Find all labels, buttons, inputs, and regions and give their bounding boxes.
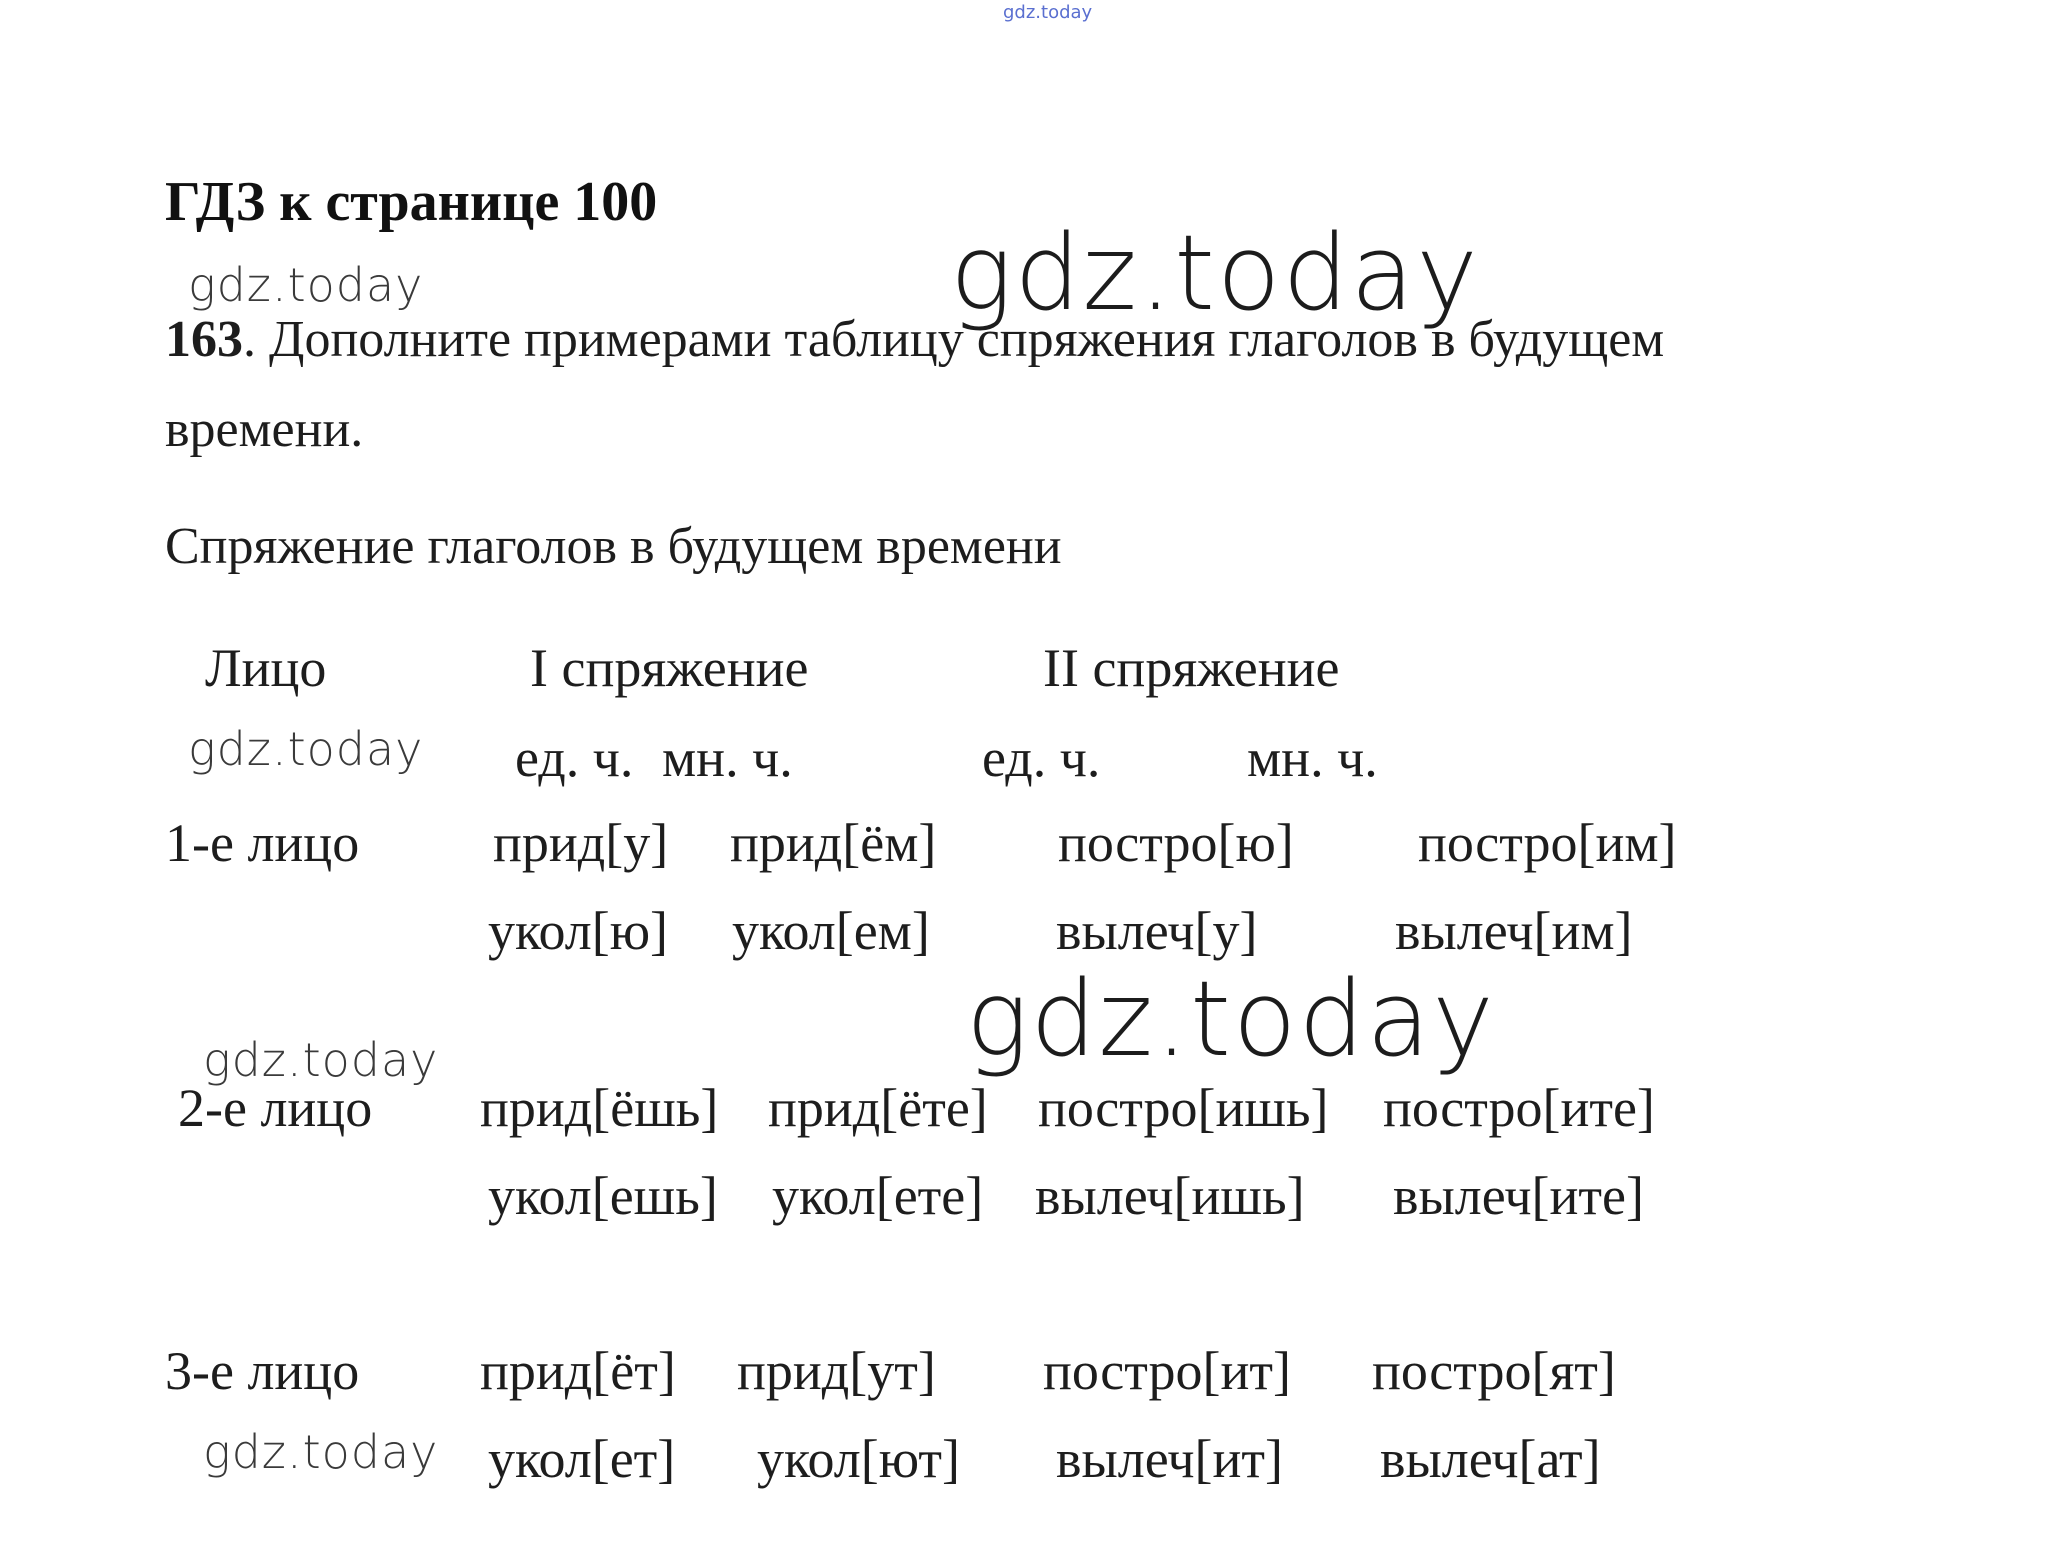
cell: постро[ите] — [1383, 1078, 1655, 1138]
subheader-c2-plur: мн. ч. — [1247, 728, 1378, 788]
cell: вылеч[ат] — [1380, 1429, 1601, 1489]
cell: постро[ят] — [1372, 1341, 1616, 1401]
cell: постро[ит] — [1043, 1341, 1291, 1401]
cell: постро[им] — [1418, 813, 1677, 873]
table-title: Спряжение глаголов в будущем времени — [165, 518, 1062, 575]
subheader-c2-sing: ед. ч. — [982, 728, 1101, 788]
cell: укол[ет] — [488, 1429, 676, 1489]
subheader-c1-sing: ед. ч. — [515, 728, 634, 788]
cell: прид[ут] — [737, 1341, 936, 1401]
watermark-small-3: gdz.today — [203, 1033, 439, 1087]
watermark-small-2: gdz.today — [188, 722, 424, 776]
cell: прид[ём] — [730, 813, 937, 873]
cell: укол[ю] — [488, 901, 669, 961]
cell: постро[ишь] — [1038, 1078, 1329, 1138]
cell: вылеч[им] — [1395, 901, 1633, 961]
page-title: ГДЗ к странице 100 — [165, 171, 658, 233]
watermark-large-2: gdz.today — [966, 958, 1496, 1080]
person-label-2: 2-е лицо — [178, 1078, 373, 1138]
cell: прид[ёте] — [768, 1078, 988, 1138]
cell: прид[ёт] — [480, 1341, 676, 1401]
top-watermark: gdz.today — [1003, 2, 1093, 23]
cell: вылеч[ишь] — [1035, 1166, 1305, 1226]
watermark-large-1: gdz.today — [950, 212, 1480, 334]
exercise-line-1 — [165, 310, 1664, 369]
exercise-number: 163 — [165, 311, 243, 368]
person-label-1: 1-е лицо — [165, 813, 360, 873]
watermark-small-4: gdz.today — [203, 1425, 439, 1479]
header-conj2: II спряжение — [1043, 638, 1340, 698]
cell: прид[ёшь] — [480, 1078, 719, 1138]
cell: вылеч[у] — [1056, 901, 1258, 961]
header-person: Лицо — [205, 638, 327, 698]
cell: укол[ют] — [757, 1429, 960, 1489]
exercise-text: . Дополните примерами таблицу спряжения глаголов в будущем — [243, 311, 1665, 368]
header-conj1: I спряжение — [530, 638, 809, 698]
cell: укол[ете] — [772, 1166, 984, 1226]
subheader-c1-plur: мн. ч. — [662, 728, 793, 788]
cell: вылеч[ит] — [1056, 1429, 1283, 1489]
cell: укол[ем] — [732, 901, 930, 961]
cell: постро[ю] — [1058, 813, 1294, 873]
cell: прид[у] — [493, 813, 669, 873]
cell: вылеч[ите] — [1393, 1166, 1644, 1226]
exercise-line-2: времени. — [165, 401, 364, 458]
cell: укол[ешь] — [488, 1166, 718, 1226]
person-label-3: 3-е лицо — [165, 1341, 360, 1401]
watermark-small-1: gdz.today — [188, 258, 424, 312]
